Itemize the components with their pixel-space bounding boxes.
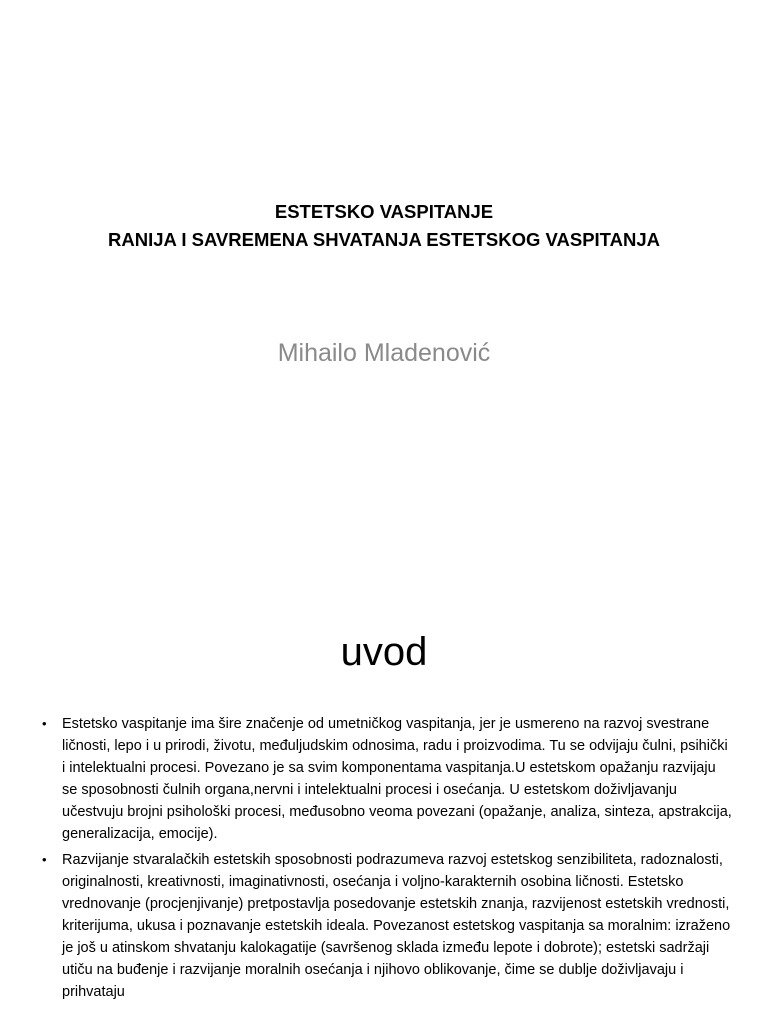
content-slide [0,576,768,1024]
title-line-2: RANIJA I SAVREMENA SHVATANJA ESTETSKOG VASPITANJA [108,229,660,250]
list-item [42,713,732,845]
bullet-icon: • [42,716,47,731]
bullet-list [42,713,732,1007]
title-line-1: ESTETSKO VASPITANJE [274,201,494,222]
list-item [42,849,732,1003]
author-name: Mihailo Mladenović [277,339,491,367]
slide-title [0,198,768,254]
bullet-text: Estetsko vaspitanje ima šire značenje od umetničkog vaspitanja, jer je usmereno na razvoj svestrane ličnosti, lepo i u prirodi, životu, međuljudskim odnosima, radu i proizvodima. Tu se odvijaju čulni, psihički i intelektualni procesi. Povezano je sa svim komponentama vaspitanja.U estetskom opažanju razvijaju se sposobnosti čulnih organa,nervni i intelektualni procesi i osećanja. U estetskom doživljavanju učestvuju brojni psihološki procesi, međusobno veoma povezani (opažanje, analiza, sinteza, apstrakcija, generalizacija, emocije). [62,716,732,842]
section-title: uvod [340,630,428,674]
bullet-text: Razvijanje stvaralačkih estetskih sposobnosti podrazumeva razvoj estetskog senzibiliteta, radoznalosti, originalnosti, kreativnosti, imaginativnosti, osećanja i voljno-karakternih osobina ličnosti. Estetsko vrednovanje (procjenjivanje) pretpostavlja posedovanje estetskih znanja, razvijenost estetskih vrednosti, kriterijuma, ukusa i poznavanje estetskih ideala. Povezanost estetskog vaspitanja sa moralnim: izraženo je još u atinskom shvatanju kalokagatije (savršenog sklada između lepote i dobrote); estetski sadržaji utiču na buđenje i razvijanje moralnih osećanja i njihovo oblikovanje, čime se dublje doživljavaju i prihvataju [62,852,731,1000]
bullet-icon: • [42,852,47,867]
